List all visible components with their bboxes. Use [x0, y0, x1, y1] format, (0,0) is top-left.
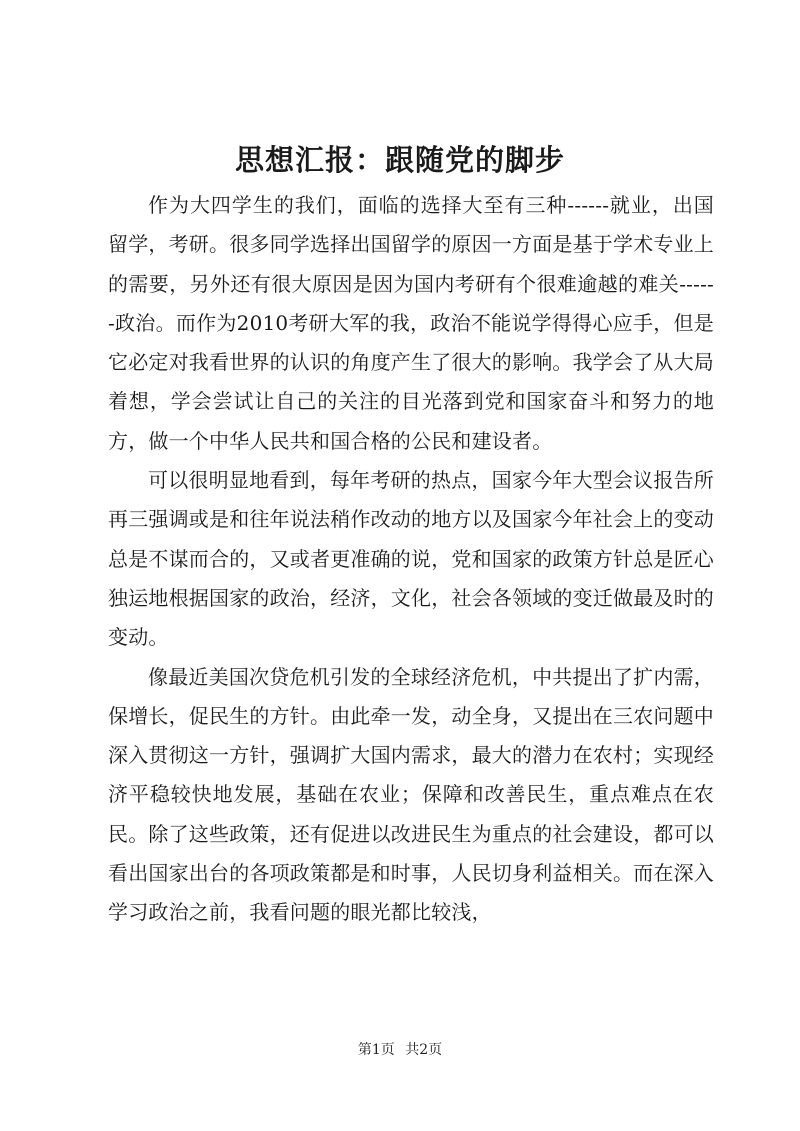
total-pages: 共2页 [405, 1042, 443, 1058]
paragraph-2: 可以很明显地看到，每年考研的热点，国家今年大型会议报告所再三强调或是和往年说法稍作改动的地方以及国家今年社会上的变动总是不谋而合的，又或者更准确的说，党和国家的政策方针总是匠心独运地根据国家的政治，经济，文化，社会各领域的变迁做最及时的变动。 [108, 468, 714, 650]
page-number: 第1页 [357, 1042, 395, 1058]
document-title: 思想汇报：跟随党的脚步 [234, 143, 565, 177]
document-body [108, 186, 714, 933]
page-footer [0, 1040, 800, 1060]
paragraph-1: 作为大四学生的我们，面临的选择大至有三种------就业，出国留学，考研。很多同学选择出国留学的原因一方面是基于学术专业上的需要，另外还有很大原因是因为国内考研有个很难逾越的难关------政治。而作为2010考研大军的我，政治不能说学得得心应手，但是它必定对我看世界的认识的角度产生了很大的影响。我学会了从大局着想，学会尝试让自己的关注的目光落到党和国家奋斗和努力的地方，做一个中华人民共和国合格的公民和建设者。 [108, 193, 714, 453]
paragraph-3: 像最近美国次贷危机引发的全球经济危机，中共提出了扩内需，保增长，促民生的方针。由此牵一发，动全身，又提出在三农问题中深入贯彻这一方针，强调扩大国内需求，最大的潜力在农村；实现经济平稳较快地发展，基础在农业；保障和改善民生，重点难点在农民。除了这些政策，还有促进以改进民生为重点的社会建设，都可以看出国家出台的各项政策都是和时事，人民切身利益相关。而在深入学习政治之前，我看问题的眼光都比较浅， [108, 664, 714, 925]
